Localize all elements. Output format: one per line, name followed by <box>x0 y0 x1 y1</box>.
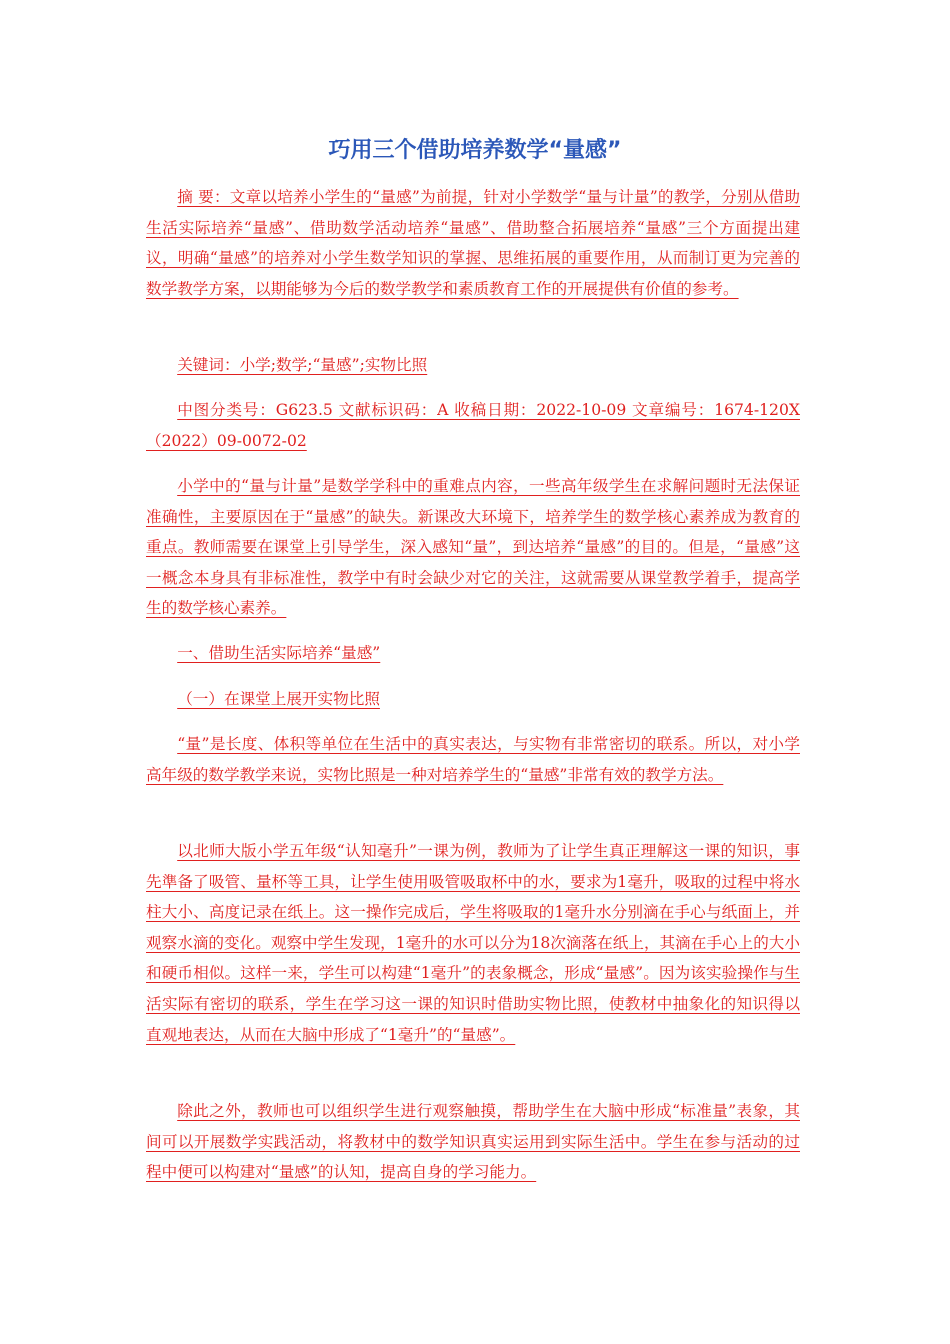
subsection-heading: （一）在课堂上展开实物比照 <box>177 690 380 708</box>
keywords: 关键词：小学;数学;“量感”;实物比照 <box>177 356 428 374</box>
abstract: 摘 要：文章以培养小学生的“量感”为前提，针对小学数学“量与计量”的教学，分别从借助生活实际培养“量感”、借助数学活动培养“量感”、借助整合拓展培养“量感”三个方面提出建议，明确“量感”的培养对小学生数学知识的掌握、思维拓展的重要作用，从而制订更为完善的数学教学方案，以期能够为今后的数学教学和素质教育工作的开展提供有价值的参考。 <box>146 188 800 298</box>
body-paragraph-2: 以北师大版小学五年级“认知毫升”一课为例，教师为了让学生真正理解这一课的知识，事先準备了吸管、量杯等工具，让学生使用吸管吸取杯中的水，要求为1毫升，吸取的过程中将水柱大小、高度记录在纸上。这一操作完成后，学生将吸取的1毫升水分别滴在手心与纸面上，并观察水滴的变化。观察中学生发现，1毫升的水可以分为18次滴落在纸上，其滴在手心上的大小和硬币相似。这样一来，学生可以构建“1毫升”的表象概念，形成“量感”。因为该实验操作与生活实际有密切的联系，学生在学习这一课的知识时借助实物比照，使教材中抽象化的知识得以直观地表达，从而在大脑中形成了“1毫升”的“量感”。 <box>146 842 800 1044</box>
body-paragraph-1: “量”是长度、体积等单位在生活中的真实表达，与实物有非常密切的联系。所以，对小学高年级的数学教学来说，实物比照是一种对培养学生的“量感”非常有效的教学方法。 <box>146 735 800 784</box>
body-paragraph-3: 除此之外，教师也可以组织学生进行观察触摸，帮助学生在大脑中形成“标准量”表象，其间可以开展数学实践活动，将教材中的数学知识真实运用到实际生活中。学生在参与活动的过程中便可以构建对“量感”的认知，提高自身的学习能力。 <box>146 1102 800 1182</box>
article-title: 巧用三个借助培养数学“量感” <box>328 138 622 163</box>
classification-info: 中图分类号：G623.5 文献标识码：A 收稿日期：2022-10-09 文章编号：1674-120X（2022）09-0072-02 <box>146 401 800 450</box>
intro-paragraph: 小学中的“量与计量”是数学学科中的重难点内容，一些高年级学生在求解问题时无法保证准确性，主要原因在于“量感”的缺失。新课改大环境下，培养学生的数学核心素养成为教育的重点。教师需要在课堂上引导学生，深入感知“量”，到达培养“量感”的目的。但是，“量感”这一概念本身具有非标准性，教学中有时会缺少对它的关注，这就需要从课堂教学着手，提高学生的数学核心素养。 <box>146 477 800 618</box>
section-heading: 一、借助生活实际培养“量感” <box>177 644 381 662</box>
